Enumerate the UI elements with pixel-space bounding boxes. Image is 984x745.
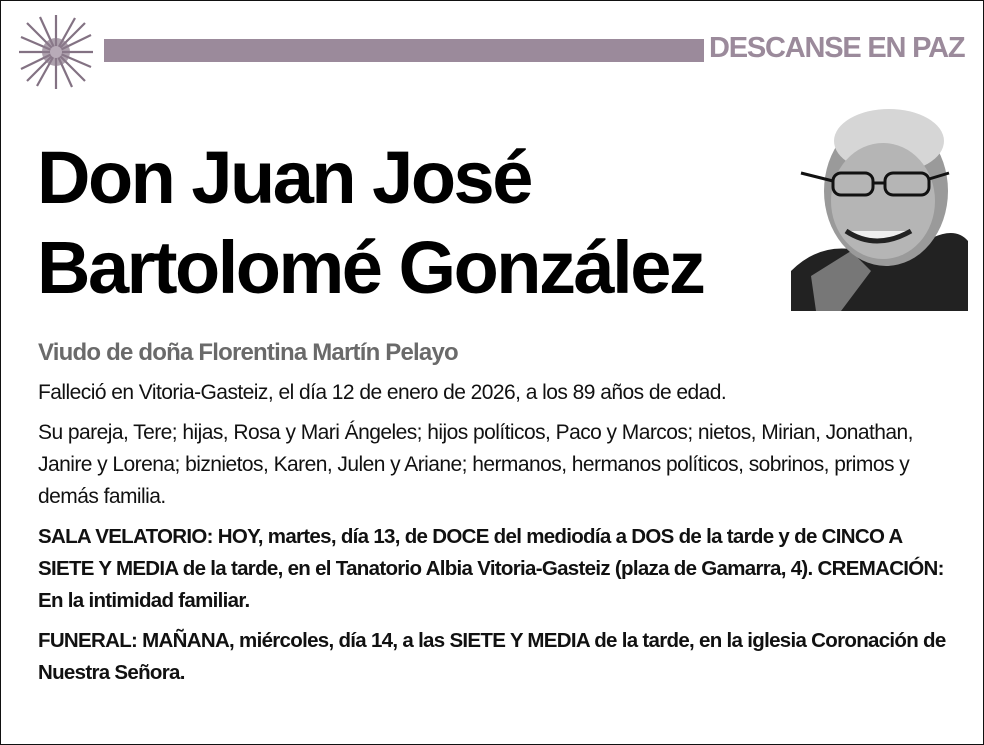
portrait-photo bbox=[791, 101, 968, 311]
name-line-2: Bartolomé González bbox=[37, 226, 704, 309]
flower-emblem-icon bbox=[15, 13, 97, 91]
family-list: Su pareja, Tere; hijas, Rosa y Mari Ángeles; hijos políticos, Paco y Marcos; nietos, Mirian, Jonathan, Janire y Lorena; biznietos, Karen, Julen y Ariane; hermanos, hermanos políticos, sobrinos, primos y demás familia. bbox=[38, 421, 913, 508]
obituary-body bbox=[38, 339, 958, 697]
wake-info: SALA VELATORIO: HOY, martes, día 13, de DOCE del mediodía a DOS de la tarde y de CINCO A SIETE Y MEDIA de la tarde, en el Tanatorio Albia Vitoria-Gasteiz (plaza de Gamarra, 4). CREMACIÓN: En la intimidad familiar. bbox=[38, 525, 944, 612]
death-notice: Falleció en Vitoria-Gasteiz, el día 12 de enero de 2026, a los 89 años de edad. bbox=[38, 381, 727, 404]
funeral-info: FUNERAL: MAÑANA, miércoles, día 14, a las SIETE Y MEDIA de la tarde, en la iglesia Coronación de Nuestra Señora. bbox=[38, 629, 946, 684]
header-label: DESCANSE EN PAZ bbox=[709, 32, 965, 64]
header-bar bbox=[104, 39, 704, 62]
name-line-1: Don Juan José bbox=[37, 136, 531, 219]
deceased-name bbox=[37, 133, 703, 313]
widow-subtitle: Viudo de doña Florentina Martín Pelayo bbox=[38, 339, 458, 366]
